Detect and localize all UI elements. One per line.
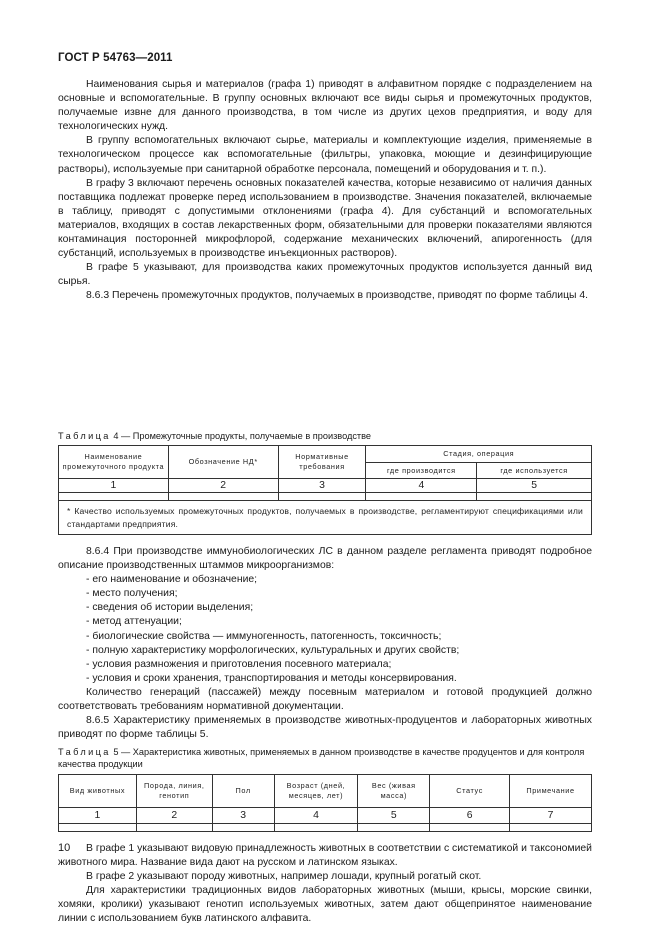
table-cell: 3 — [278, 479, 366, 493]
paragraph: В графе 2 указывают породу животных, например лошади, крупный рогатый скот. — [86, 871, 482, 883]
table-cell: 1 — [59, 808, 137, 824]
table5-header-col6: Статус — [430, 775, 510, 808]
table4-header-col5: где используется — [477, 463, 592, 479]
text-block-2 — [58, 545, 592, 742]
paragraph: В графе 1 указывают видовую принадлежность животных в соответствии с систематикой и таксономией животного мира. Название вида дают на русском и латинском языках. — [58, 843, 592, 869]
table-cell: 6 — [430, 808, 510, 824]
table-cell: 5 — [477, 479, 592, 493]
table5-header-col4: Возраст (дней, месяцев, лет) — [274, 775, 358, 808]
table-4 — [58, 445, 592, 535]
document-header: ГОСТ Р 54763—2011 — [58, 52, 173, 64]
table4-header-col2: Обозначение НД* — [168, 446, 278, 479]
paragraph: 8.6.3 Перечень промежуточных продуктов, получаемых в производстве, приводят по форме таблицы 4. — [86, 290, 589, 302]
table-cell: 1 — [59, 479, 169, 493]
table5-header-col2: Порода, линия, генотип — [136, 775, 212, 808]
table4-header-col3: Нормативные требования — [278, 446, 366, 479]
table-cell: 2 — [168, 479, 278, 493]
table5-header-col3: Пол — [212, 775, 274, 808]
table5-caption-word: Таблица — [58, 747, 111, 757]
paragraph: Наименования сырья и материалов (графа 1) приводят в алфавитном порядке с подразделением на основные и вспомогательные. В группу основных включают все виды сырья и промежуточных продуктов, получаемые извне для данного производства, в том числе из других цехов предприятия, и воду для технологических нужд. — [58, 79, 592, 133]
table4-caption-text: 4 — Промежуточные продукты, получаемые в производстве — [110, 431, 372, 441]
page-number: 10 — [58, 842, 71, 854]
list-item: - метод аттенуации; — [86, 616, 182, 628]
table4-header-col4: где производится — [366, 463, 477, 479]
table4-caption-word: Таблица — [58, 431, 111, 441]
table-row — [59, 479, 592, 493]
table-cell: 5 — [358, 808, 430, 824]
paragraph: Количество генераций (пассажей) между посевным материалом и готовой продукцией должно соответствовать требованиям нормативной документации. — [58, 686, 592, 713]
table4-header-col1: Наименование промежуточного продукта — [59, 446, 169, 479]
table5-header-col1: Вид животных — [59, 775, 137, 808]
text-block-3 — [58, 842, 592, 927]
paragraph: В графу 3 включают перечень основных показателей качества, которые независимо от наличия данных поставщика подлежат проверке перед использованием в производстве. Значения показателей, включаемые в таблицу, приводят с допустимыми отклонениями (графа 4). Для субстанций и вспомогательных материалов, входящих в состав лекарственных форм, обязательными для проверки показателями являются контаминация посторонней микрофлорой, содержание механических включений, апирогенность (для субстанций, используемых в производстве инъекционных растворов). — [58, 177, 592, 260]
paragraph: В группу вспомогательных включают сырье, материалы и комплектующие изделия, применяемые в технологическом процессе как вспомогательные (фильтры, упаковка, моющие и дезинфицирующие растворы), используемые при санитарной обработке персонала, помещений и оборудования и т. п.). — [58, 135, 592, 175]
table-5 — [58, 774, 592, 832]
table4-header-stage: Стадия, операция — [366, 446, 592, 463]
list-item: - сведения об истории выделения; — [86, 602, 254, 614]
table5-caption-text: 5 — Характеристика животных, применяемых в данном производстве в качестве продуцентов и для контроля качества продукции — [58, 747, 585, 769]
paragraph: 8.6.4 При производстве иммунобиологических ЛС в данном разделе регламента приводят подробное описание производственных штаммов микроорганизмов: — [58, 546, 592, 572]
paragraph: Для характеристики традиционных видов лабораторных животных (мыши, крысы, морские свинки, хомяки, кролики) указывают генотип используемых животных, затем дают общепринятое наименование линии с использованием букв латинского алфавита. — [58, 885, 592, 925]
table-cell: 2 — [136, 808, 212, 824]
table-cell: 3 — [212, 808, 274, 824]
list-item: - место получения; — [86, 588, 178, 600]
table-row — [59, 808, 592, 824]
list-item: - биологические свойства — иммуногенность, патогенность, токсичность; — [86, 630, 442, 642]
table-cell: 4 — [274, 808, 358, 824]
paragraph: В графе 5 указывают, для производства каких промежуточных продуктов используется данный вид сырья. — [58, 262, 592, 288]
table5-header-col7: Примечание — [510, 775, 592, 808]
table-cell: 7 — [510, 808, 592, 824]
table4-caption — [58, 430, 592, 442]
text-block-1 — [58, 78, 592, 304]
table5-caption — [58, 746, 592, 770]
table4-footnote: * Качество используемых промежуточных продуктов, получаемых в производстве, регламентируют спецификациями или стандартами предприятия. — [59, 501, 592, 535]
list-item: - полную характеристику морфологических, культуральных и других свойств; — [86, 644, 460, 656]
table-cell: 4 — [366, 479, 477, 493]
list-item: - его наименование и обозначение; — [86, 574, 258, 586]
list-item: - условия и сроки хранения, транспортирования и методы консервирования. — [86, 672, 457, 684]
paragraph: 8.6.5 Характеристику применяемых в производстве животных-продуцентов и лабораторных животных приводят по форме таблицы 5. — [58, 715, 592, 741]
list-item: - условия размножения и приготовления посевного материала; — [86, 658, 392, 670]
table5-header-col5: Вес (живая масса) — [358, 775, 430, 808]
